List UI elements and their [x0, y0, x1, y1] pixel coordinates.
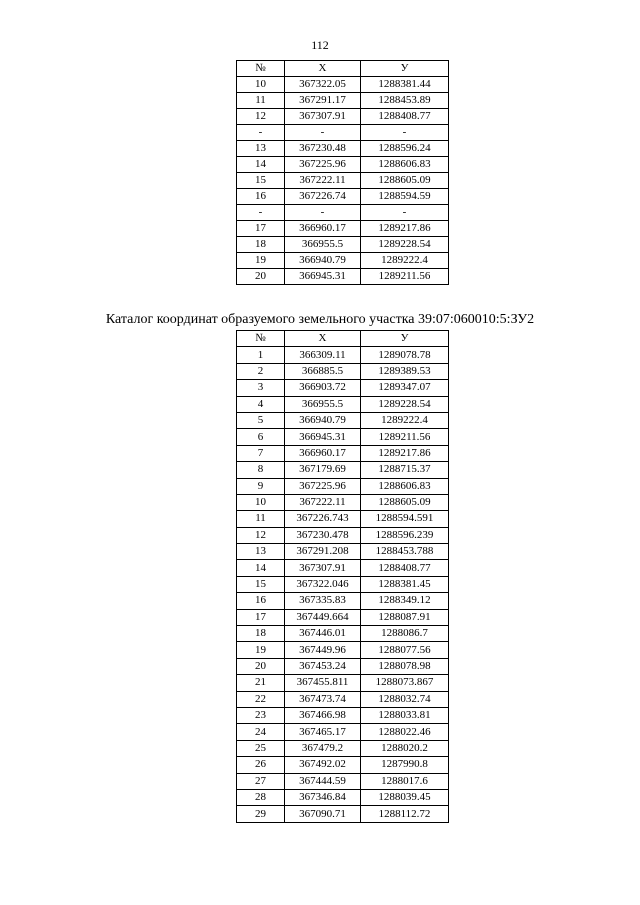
y-coordinate-cell: 1288086.7: [361, 626, 449, 642]
column-header-x: X: [285, 331, 361, 347]
y-coordinate-cell: 1289222.4: [361, 253, 449, 269]
table-row: [237, 707, 449, 723]
table-row: [237, 462, 449, 478]
y-coordinate-cell: 1288087.91: [361, 609, 449, 625]
point-number-cell: 11: [237, 93, 285, 109]
x-coordinate-cell: 366885.5: [285, 363, 361, 379]
x-coordinate-cell: 367225.96: [285, 478, 361, 494]
table-row: [237, 576, 449, 592]
point-number-cell: 22: [237, 691, 285, 707]
point-number-cell: 17: [237, 221, 285, 237]
table-row: [237, 511, 449, 527]
point-number-cell: 17: [237, 609, 285, 625]
x-coordinate-cell: 367453.24: [285, 658, 361, 674]
table-row: [237, 141, 449, 157]
x-coordinate-cell: 367455.811: [285, 675, 361, 691]
point-number-cell: 14: [237, 157, 285, 173]
point-number-cell: 3: [237, 380, 285, 396]
y-coordinate-cell: 1289217.86: [361, 221, 449, 237]
table-row: [237, 363, 449, 379]
table-row: [237, 642, 449, 658]
x-coordinate-cell: 367473.74: [285, 691, 361, 707]
table-header-row: [237, 331, 449, 347]
y-coordinate-cell: 1289228.54: [361, 396, 449, 412]
column-header-y: У: [361, 61, 449, 77]
table-row: [237, 429, 449, 445]
table-header-row: [237, 61, 449, 77]
y-coordinate-cell: 1288715.37: [361, 462, 449, 478]
x-coordinate-cell: 367466.98: [285, 707, 361, 723]
y-coordinate-cell: 1288453.89: [361, 93, 449, 109]
x-coordinate-cell: 366309.11: [285, 347, 361, 363]
point-number-cell: 7: [237, 445, 285, 461]
table-row: [237, 691, 449, 707]
column-header-y: У: [361, 331, 449, 347]
table-row: [237, 757, 449, 773]
point-number-cell: 4: [237, 396, 285, 412]
y-coordinate-cell: -: [361, 205, 449, 221]
point-number-cell: 25: [237, 740, 285, 756]
point-number-cell: 12: [237, 527, 285, 543]
table-row: [237, 189, 449, 205]
x-coordinate-cell: 367226.743: [285, 511, 361, 527]
point-number-cell: 14: [237, 560, 285, 576]
y-coordinate-cell: 1288408.77: [361, 560, 449, 576]
x-coordinate-cell: 367222.11: [285, 173, 361, 189]
table-row: [237, 724, 449, 740]
x-coordinate-cell: 366955.5: [285, 396, 361, 412]
y-coordinate-cell: -: [361, 125, 449, 141]
point-number-cell: 29: [237, 806, 285, 822]
x-coordinate-cell: 367230.48: [285, 141, 361, 157]
point-number-cell: 6: [237, 429, 285, 445]
table-row: [237, 269, 449, 285]
table-row: [237, 740, 449, 756]
point-number-cell: 5: [237, 412, 285, 428]
catalog-caption: Каталог координат образуемого земельного участка 39:07:060010:5:ЗУ2: [105, 312, 535, 327]
table-row: [237, 445, 449, 461]
x-coordinate-cell: 367335.83: [285, 593, 361, 609]
table-row: [237, 626, 449, 642]
table-row: [237, 205, 449, 221]
point-number-cell: 15: [237, 173, 285, 189]
x-coordinate-cell: 367090.71: [285, 806, 361, 822]
table-row: [237, 412, 449, 428]
y-coordinate-cell: 1289347.07: [361, 380, 449, 396]
y-coordinate-cell: 1288032.74: [361, 691, 449, 707]
x-coordinate-cell: 366903.72: [285, 380, 361, 396]
point-number-cell: 10: [237, 77, 285, 93]
y-coordinate-cell: 1288605.09: [361, 173, 449, 189]
x-coordinate-cell: 367346.84: [285, 789, 361, 805]
point-number-cell: 11: [237, 511, 285, 527]
point-number-cell: 8: [237, 462, 285, 478]
x-coordinate-cell: 366960.17: [285, 445, 361, 461]
x-coordinate-cell: 367322.05: [285, 77, 361, 93]
table-row: [237, 221, 449, 237]
y-coordinate-cell: 1289211.56: [361, 269, 449, 285]
y-coordinate-cell: 1288039.45: [361, 789, 449, 805]
coordinates-catalog-table: [236, 330, 449, 823]
point-number-cell: 23: [237, 707, 285, 723]
x-coordinate-cell: -: [285, 125, 361, 141]
point-number-cell: 21: [237, 675, 285, 691]
column-header-number: №: [237, 331, 285, 347]
y-coordinate-cell: 1288408.77: [361, 109, 449, 125]
table-row: [237, 494, 449, 510]
table-row: [237, 527, 449, 543]
x-coordinate-cell: 367291.17: [285, 93, 361, 109]
table-row: [237, 125, 449, 141]
x-coordinate-cell: 367222.11: [285, 494, 361, 510]
coordinates-table-continued: [236, 60, 449, 285]
table-row: [237, 806, 449, 822]
y-coordinate-cell: 1288381.44: [361, 77, 449, 93]
y-coordinate-cell: 1288594.59: [361, 189, 449, 205]
x-coordinate-cell: -: [285, 205, 361, 221]
x-coordinate-cell: 367307.91: [285, 109, 361, 125]
table-row: [237, 675, 449, 691]
table-row: [237, 109, 449, 125]
point-number-cell: 19: [237, 642, 285, 658]
table-row: [237, 609, 449, 625]
y-coordinate-cell: 1287990.8: [361, 757, 449, 773]
y-coordinate-cell: 1289217.86: [361, 445, 449, 461]
x-coordinate-cell: 366940.79: [285, 253, 361, 269]
table-row: [237, 396, 449, 412]
point-number-cell: 20: [237, 269, 285, 285]
y-coordinate-cell: 1288073.867: [361, 675, 449, 691]
point-number-cell: 20: [237, 658, 285, 674]
y-coordinate-cell: 1289228.54: [361, 237, 449, 253]
point-number-cell: 1: [237, 347, 285, 363]
y-coordinate-cell: 1288112.72: [361, 806, 449, 822]
x-coordinate-cell: 367479.2: [285, 740, 361, 756]
point-number-cell: 9: [237, 478, 285, 494]
y-coordinate-cell: 1288606.83: [361, 478, 449, 494]
x-coordinate-cell: 366960.17: [285, 221, 361, 237]
table-row: [237, 347, 449, 363]
table-row: [237, 253, 449, 269]
table-row: [237, 173, 449, 189]
point-number-cell: 2: [237, 363, 285, 379]
point-number-cell: 27: [237, 773, 285, 789]
y-coordinate-cell: 1288606.83: [361, 157, 449, 173]
y-coordinate-cell: 1288381.45: [361, 576, 449, 592]
x-coordinate-cell: 366945.31: [285, 269, 361, 285]
table-row: [237, 478, 449, 494]
x-coordinate-cell: 367230.478: [285, 527, 361, 543]
y-coordinate-cell: 1289222.4: [361, 412, 449, 428]
point-number-cell: 18: [237, 237, 285, 253]
table-row: [237, 560, 449, 576]
table-row: [237, 658, 449, 674]
x-coordinate-cell: 367492.02: [285, 757, 361, 773]
y-coordinate-cell: 1288596.24: [361, 141, 449, 157]
point-number-cell: 16: [237, 189, 285, 205]
y-coordinate-cell: 1289211.56: [361, 429, 449, 445]
x-coordinate-cell: 366940.79: [285, 412, 361, 428]
point-number-cell: 13: [237, 141, 285, 157]
x-coordinate-cell: 367449.96: [285, 642, 361, 658]
y-coordinate-cell: 1288078.98: [361, 658, 449, 674]
x-coordinate-cell: 366955.5: [285, 237, 361, 253]
table-row: [237, 773, 449, 789]
point-number-cell: -: [237, 205, 285, 221]
y-coordinate-cell: 1288020.2: [361, 740, 449, 756]
y-coordinate-cell: 1288596.239: [361, 527, 449, 543]
y-coordinate-cell: 1288033.81: [361, 707, 449, 723]
table-row: [237, 77, 449, 93]
table-row: [237, 93, 449, 109]
point-number-cell: 12: [237, 109, 285, 125]
table-row: [237, 237, 449, 253]
x-coordinate-cell: 366945.31: [285, 429, 361, 445]
y-coordinate-cell: 1288077.56: [361, 642, 449, 658]
x-coordinate-cell: 367307.91: [285, 560, 361, 576]
x-coordinate-cell: 367179.69: [285, 462, 361, 478]
x-coordinate-cell: 367446.01: [285, 626, 361, 642]
point-number-cell: 28: [237, 789, 285, 805]
point-number-cell: 15: [237, 576, 285, 592]
y-coordinate-cell: 1289078.78: [361, 347, 449, 363]
x-coordinate-cell: 367444.59: [285, 773, 361, 789]
y-coordinate-cell: 1288017.6: [361, 773, 449, 789]
column-header-x: X: [285, 61, 361, 77]
y-coordinate-cell: 1288453.788: [361, 544, 449, 560]
y-coordinate-cell: 1288022.46: [361, 724, 449, 740]
column-header-number: №: [237, 61, 285, 77]
table-row: [237, 544, 449, 560]
y-coordinate-cell: 1289389.53: [361, 363, 449, 379]
x-coordinate-cell: 367465.17: [285, 724, 361, 740]
x-coordinate-cell: 367322.046: [285, 576, 361, 592]
page-number: 112: [311, 38, 329, 52]
x-coordinate-cell: 367226.74: [285, 189, 361, 205]
point-number-cell: 26: [237, 757, 285, 773]
point-number-cell: 13: [237, 544, 285, 560]
table-row: [237, 157, 449, 173]
point-number-cell: 10: [237, 494, 285, 510]
table-row: [237, 593, 449, 609]
x-coordinate-cell: 367449.664: [285, 609, 361, 625]
point-number-cell: 19: [237, 253, 285, 269]
y-coordinate-cell: 1288594.591: [361, 511, 449, 527]
point-number-cell: -: [237, 125, 285, 141]
table-row: [237, 380, 449, 396]
table-row: [237, 789, 449, 805]
point-number-cell: 24: [237, 724, 285, 740]
y-coordinate-cell: 1288605.09: [361, 494, 449, 510]
x-coordinate-cell: 367225.96: [285, 157, 361, 173]
point-number-cell: 16: [237, 593, 285, 609]
y-coordinate-cell: 1288349.12: [361, 593, 449, 609]
x-coordinate-cell: 367291.208: [285, 544, 361, 560]
point-number-cell: 18: [237, 626, 285, 642]
